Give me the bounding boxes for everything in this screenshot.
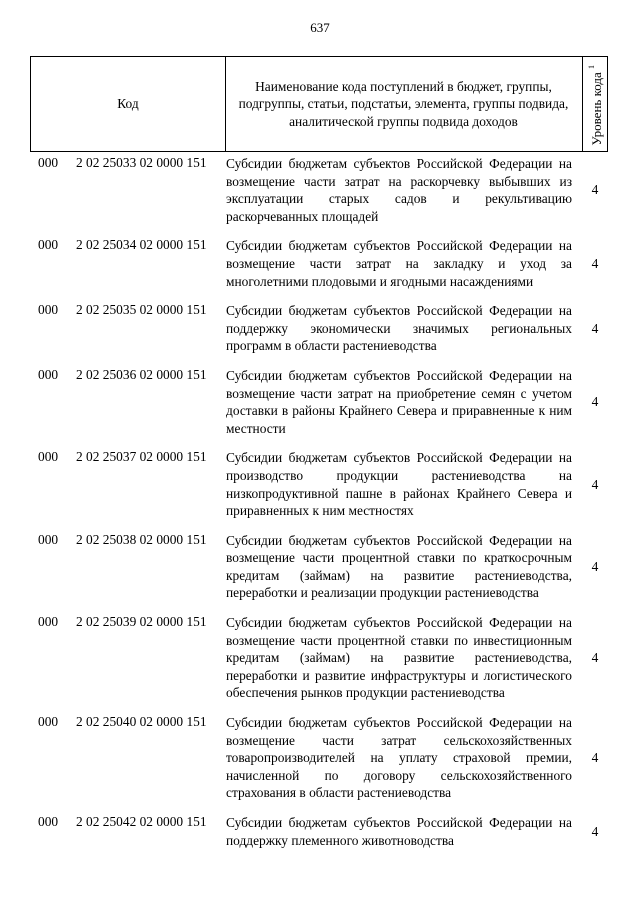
row-level: 4 [591,255,599,271]
row-level: 4 [591,823,599,839]
header-name [225,57,583,151]
header-level [583,57,609,151]
row-level: 4 [591,558,599,574]
row-name: Субсидии бюджетам субъектов Российской Федерации на возмещение части затрат на раскорчевку выбывших из эксплуатации старых садов и рекультивацию раскорчеванных площадей [226,156,572,224]
row-name: Субсидии бюджетам субъектов Российской Федерации на возмещение части процентной ставки по краткосрочным кредитам (займам) на развитие растениеводства, переработки и реализации продукции растениеводства [226,532,572,601]
header-level-text [587,65,605,145]
row-prefix: 000 [38,449,59,465]
row-level: 4 [591,650,599,666]
table-row [30,614,608,702]
table-row [30,237,608,290]
row-level: 4 [591,476,599,492]
row-prefix: 000 [38,531,59,547]
row-name: Субсидии бюджетам субъектов Российской Федерации на возмещение части процентной ставки по инвестиционным кредитам (займам) на развитие растениеводства, переработки и развитие инфраструктуры и логистического обеспечения рынков продукции растениеводства [226,615,572,701]
row-code: 2 02 25036 02 0000 151 [76,366,207,382]
row-code: 2 02 25034 02 0000 151 [76,237,207,253]
row-prefix: 000 [38,366,59,382]
row-level: 4 [591,394,599,410]
row-name: Субсидии бюджетам субъектов Российской Федерации на поддержку племенного животноводства [226,815,572,848]
header-name-label: Наименование кода поступлений в бюджет, группы, подгруппы, статьи, подстатьи, элемента, группы подвида, аналитической группы подвида доходов [238,78,569,129]
row-name: Субсидии бюджетам субъектов Российской Федерации на поддержку экономически значимых региональных программ в области растениеводства [226,303,572,354]
table-row [30,155,608,225]
header-code-label: Код [117,96,139,111]
row-code: 2 02 25039 02 0000 151 [76,614,207,630]
table-row [30,367,608,437]
row-prefix: 000 [38,302,59,318]
row-name: Субсидии бюджетам субъектов Российской Федерации на возмещение части затрат сельскохозяйственных товаропроизводителей на уплату страховой премии, начисленной по договору сельскохозяйственного страхования в области растениеводства [226,715,572,801]
row-name: Субсидии бюджетам субъектов Российской Федерации на производство продукции растениеводства на низкопродуктивной пашне в районах Крайнего Севера и приравненных к ним местностях [226,450,572,519]
row-level: 4 [591,320,599,336]
table-row [30,302,608,355]
row-code: 2 02 25033 02 0000 151 [76,155,207,170]
row-level: 4 [591,750,599,766]
row-code: 2 02 25042 02 0000 151 [76,814,207,829]
row-prefix: 000 [38,614,59,630]
page-number: 637 [310,20,330,35]
row-code: 2 02 25035 02 0000 151 [76,302,207,318]
row-prefix: 000 [38,814,59,829]
header-level-footnote: 1 [586,64,596,69]
row-code: 2 02 25040 02 0000 151 [76,714,207,730]
table-body [30,155,608,861]
table-row [30,532,608,602]
row-prefix: 000 [38,714,59,730]
row-name: Субсидии бюджетам субъектов Российской Федерации на возмещение части затрат на приобретение семян с учетом доставки в районы Крайнего Севера и приравненные к ним местности [226,367,572,436]
table-row [30,449,608,519]
table-header [30,56,608,152]
row-name: Субсидии бюджетам субъектов Российской Федерации на возмещение части затрат на закладку и уход за многолетними плодовыми и ягодными насаждениями [226,238,572,289]
row-prefix: 000 [38,237,59,253]
row-prefix: 000 [38,155,59,170]
row-level: 4 [591,182,599,198]
row-code: 2 02 25037 02 0000 151 [76,449,207,465]
row-code: 2 02 25038 02 0000 151 [76,531,207,547]
table-row [30,814,608,849]
header-code [31,57,226,151]
header-level-label: Уровень кода [589,71,605,145]
table-row [30,714,608,802]
